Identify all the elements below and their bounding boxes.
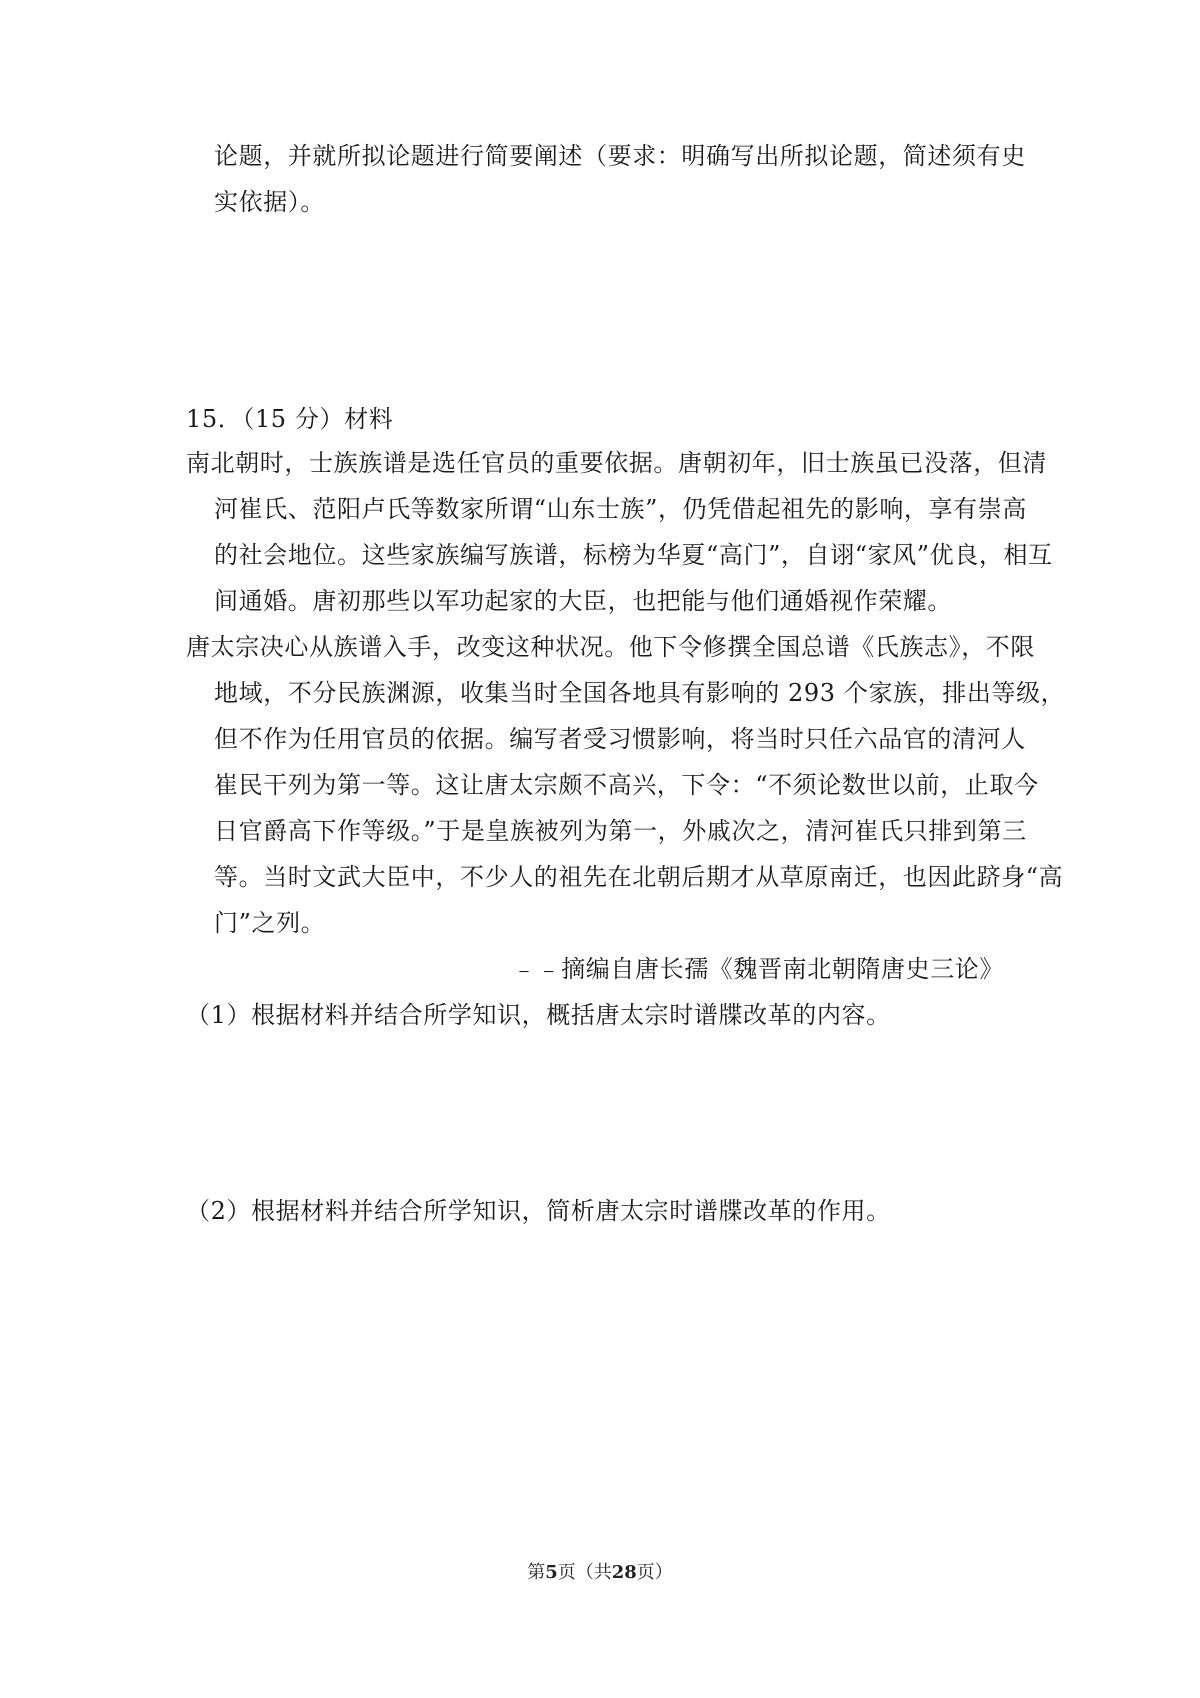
paragraph-2-line-5: 日官爵高下作等级。”于是皇族被列为第一，外戚次之，清河崔氏只排到第三 bbox=[214, 817, 1027, 845]
paragraph-1-line-3: 的社会地位。这些家族编写族谱，标榜为华夏“高门”，自诩“家风”优良，相互 bbox=[214, 541, 1053, 569]
footer-middle: 页（共 bbox=[557, 1562, 612, 1583]
intro-line-2: 实依据）。 bbox=[214, 188, 325, 216]
paragraph-2-line-4: 崔民干列为第一等。这让唐太宗颇不高兴，下令：“不须论数世以前，止取今 bbox=[214, 771, 1039, 799]
paragraph-2-line-7: 门”之列。 bbox=[214, 909, 326, 937]
intro-line-1: 论题，并就所拟论题进行简要阐述（要求：明确写出所拟论题，简述须有史 bbox=[214, 142, 1026, 170]
source-attribution: ﹣﹣摘编自唐长孺《魏晋南北朝隋唐史三论》 bbox=[512, 955, 1004, 983]
footer-prefix: 第 bbox=[527, 1562, 546, 1583]
paragraph-2-line-6: 等。当时文武大臣中，不少人的祖先在北朝后期才从草原南迁，也因此跻身“高 bbox=[214, 863, 1064, 891]
paragraph-1-line-4: 间通婚。唐初那些以军功起家的大臣，也把能与他们通婚视作荣耀。 bbox=[214, 587, 952, 615]
paragraph-1-line-2: 河崔氏、范阳卢氏等数家所谓“山东士族”，仍凭借起祖先的影响，享有崇高 bbox=[214, 495, 1027, 523]
sub-question-1: （1）根据材料并结合所学知识，概括唐太宗时谱牒改革的内容。 bbox=[186, 1001, 891, 1029]
paragraph-2-line-2: 地域，不分民族渊源，收集当时全国各地具有影响的 293 个家族，排出等级， bbox=[214, 679, 1066, 707]
question-15-heading: 15．（15 分）材料 bbox=[186, 405, 394, 433]
paragraph-1-line-1: 南北朝时，士族族谱是选任官员的重要依据。唐朝初年，旧士族虽已没落，但清 bbox=[186, 449, 1047, 477]
paragraph-2-line-3: 但不作为任用官员的依据。编写者受习惯影响，将当时只任六品官的清河人 bbox=[214, 725, 1026, 753]
paragraph-2-line-1: 唐太宗决心从族谱入手，改变这种状况。他下令修撰全国总谱《氏族志》，不限 bbox=[186, 633, 1035, 661]
sub-question-2: （2）根据材料并结合所学知识，简析唐太宗时谱牒改革的作用。 bbox=[186, 1197, 891, 1225]
footer-suffix: 页） bbox=[636, 1562, 673, 1583]
page-footer bbox=[0, 1560, 1200, 1586]
footer-page-number: 5 bbox=[545, 1562, 558, 1583]
footer-total-pages: 28 bbox=[611, 1562, 637, 1583]
